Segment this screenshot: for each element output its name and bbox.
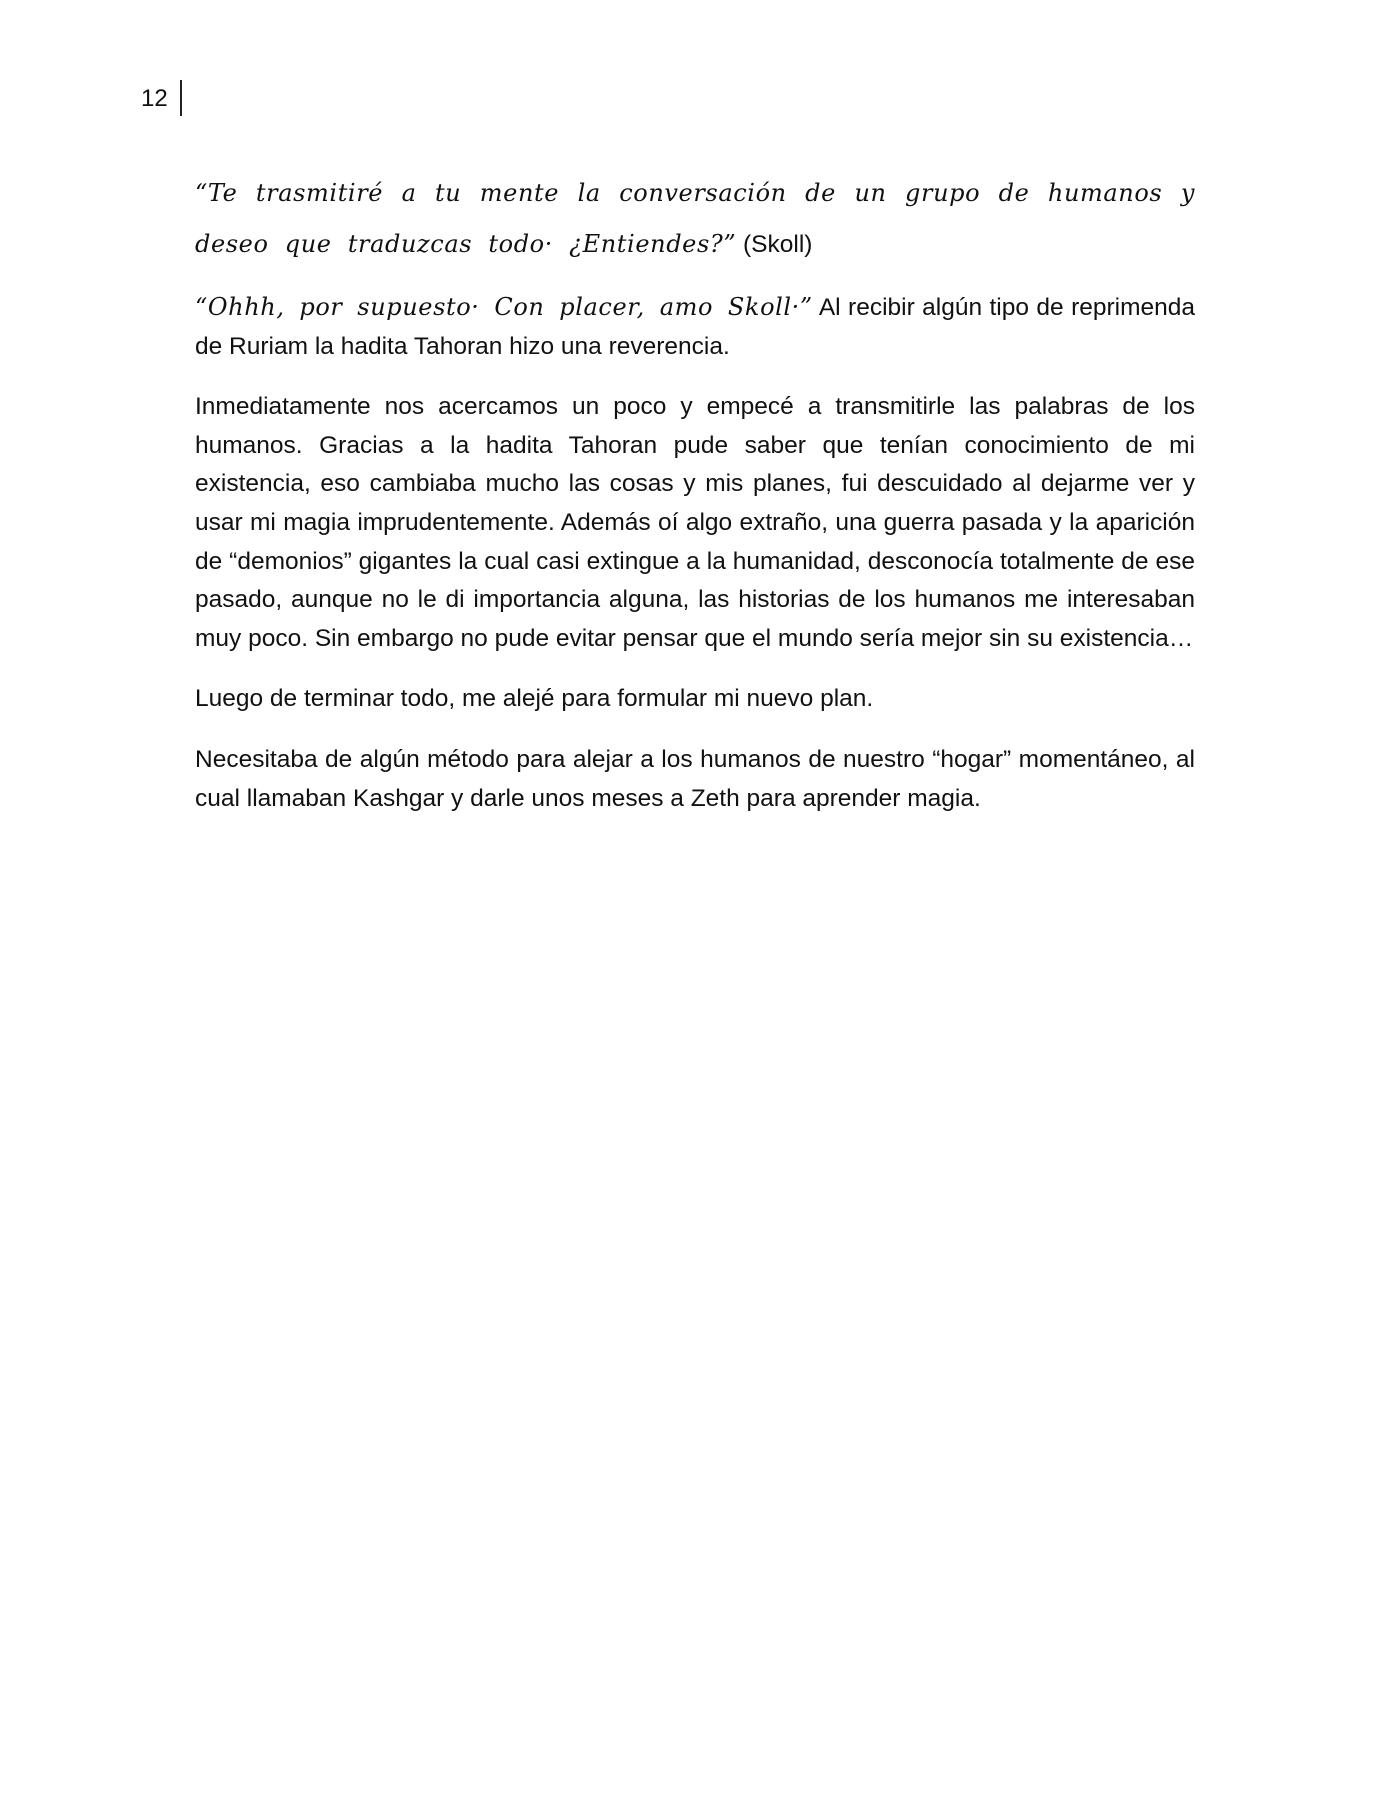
paragraph-translation: Inmediatamente nos acercamos un poco y empecé a transmitirle las palabras de los humanos. Gracias a la hadita Tahoran pude saber que tenían conocimiento de mi existencia, eso cambiaba mucho las cosas y mis planes, fui descuidado al dejarme ver y usar mi magia imprudentemente. Además oí algo extraño, una guerra pasada y la aparición de “demonios” gigantes la cual casi extingue a la humanidad, desconocía totalmente de ese pasado, aunque no le di importancia alguna, las historias de los humanos me interesaban muy poco. Sin embargo no pude evitar pensar que el mundo sería mejor sin su existencia… — [195, 393, 1195, 652]
page-number: 12 — [141, 85, 168, 112]
page-number-divider — [180, 80, 182, 116]
paragraph-skoll-request — [195, 168, 1195, 270]
dialogue-tahoran: “Ohhh, por supuesto· Con placer, amo Skoll·” — [195, 293, 813, 321]
paragraph-new-plan: Luego de terminar todo, me alejé para formular mi nuevo plan. — [195, 685, 874, 713]
paragraph-tahoran-reply — [195, 288, 1195, 366]
speaker-tag: (Skoll) — [736, 231, 813, 258]
dialogue-skoll: “Te trasmitiré a tu mente la conversación de un grupo de humanos y deseo que traduzcas todo· ¿Entiendes?” — [195, 179, 1195, 258]
page-body — [195, 168, 1195, 840]
narration-reprimand: Al recibir algún tipo de reprimenda de Ruriam la hadita Tahoran hizo una reverencia. — [195, 294, 1195, 360]
paragraph-kashgar: Necesitaba de algún método para alejar a los humanos de nuestro “hogar” momentáneo, al cual llamaban Kashgar y darle unos meses a Zeth para aprender magia. — [195, 745, 1195, 812]
